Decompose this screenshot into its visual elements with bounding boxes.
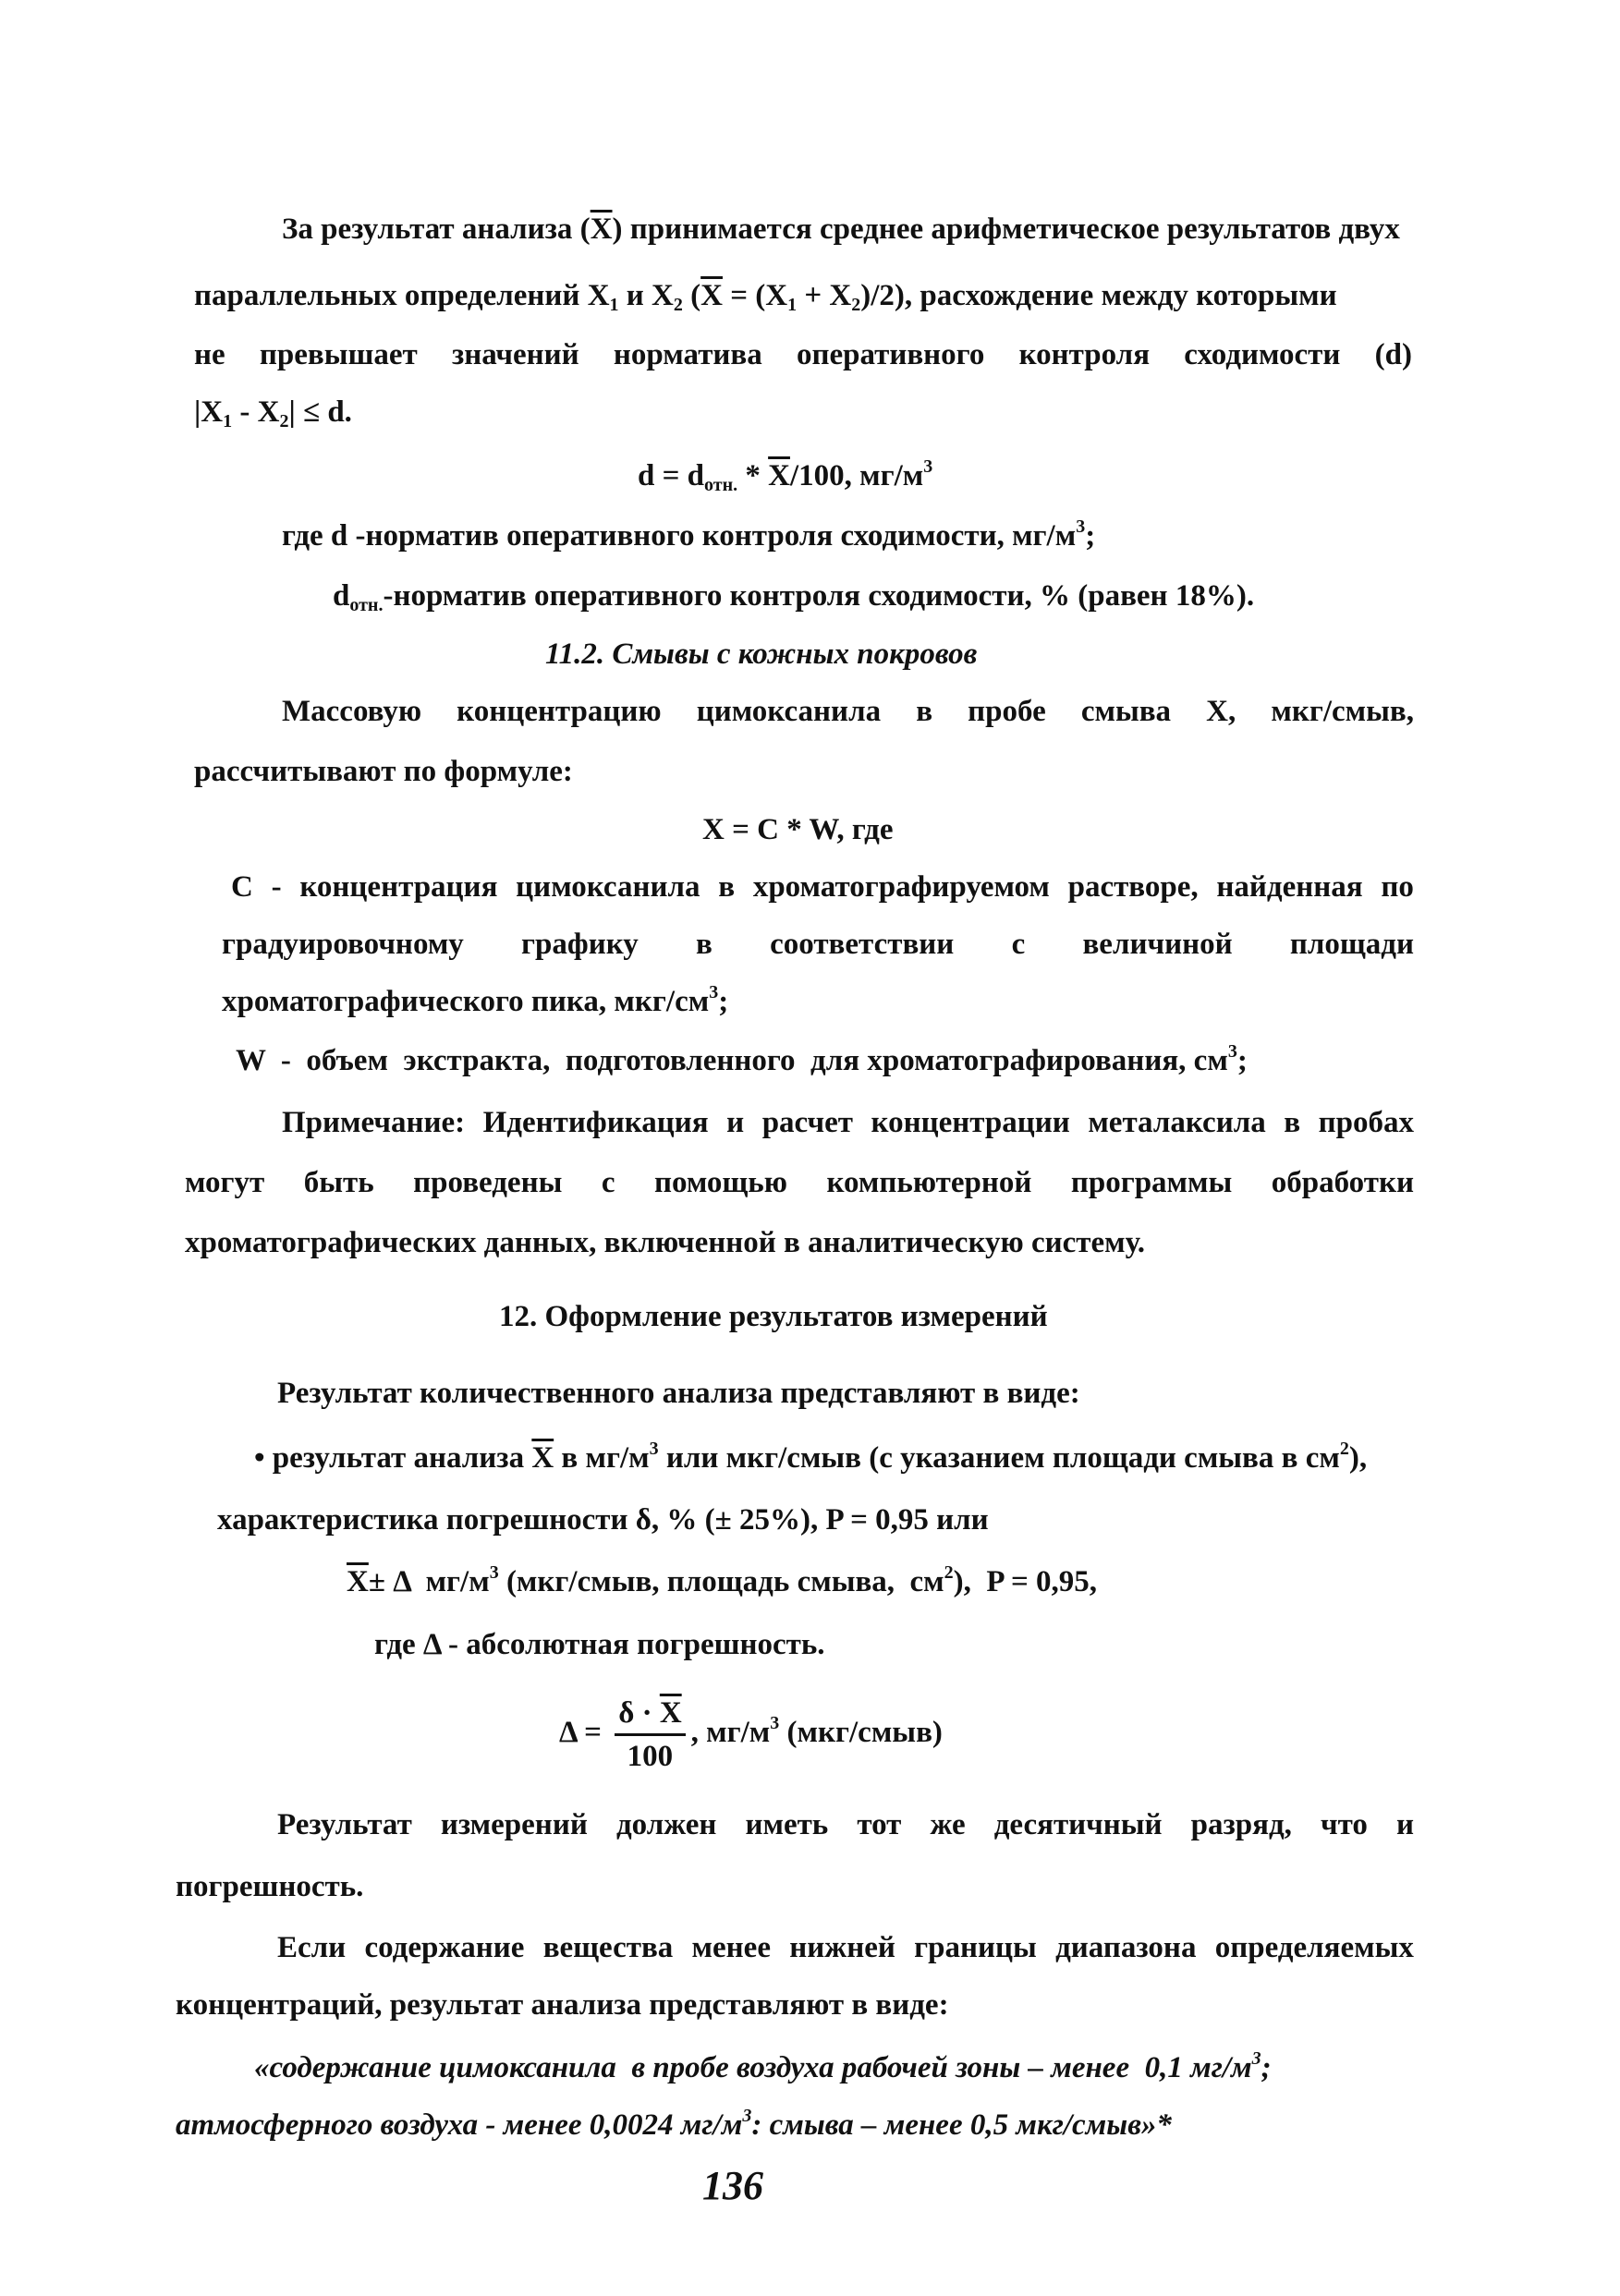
para2-line2: рассчитывают по формуле: (194, 755, 573, 788)
para1-line4: $|X_1 - X_2| \le d$. (194, 395, 352, 431)
quote-line1: «содержание цимоксанила в пробе воздуха рабочей зоны – менее 0,1 $мг/м^3$; (254, 2048, 1272, 2084)
result-format: $\overline{X}\pm \Delta$ $мг/м^3$ (мкг/смыв, площадь смыва, $см^2$), P = 0,95, (347, 1562, 1098, 1598)
c-def-line3: хроматографического пика, мкг/$см^3$; (222, 982, 729, 1018)
bullet-result: • результат анализа $\overline{X}$ в $мг/м^3$ или мкг/смыв (с указанием площади смыва в $см^2$), (254, 1439, 1368, 1475)
note-line2: могут быть проведены с помощью компьютерной программы обработки (185, 1166, 1414, 1199)
formula-d: $d = d_{отн.} * \overline{X}/100$, $мг/м^3$ (638, 456, 933, 495)
para1-line3: не превышает значений норматива оперативного контроля сходимости (d) (194, 338, 1412, 371)
para2-line1: Массовую концентрацию цимоксанила в пробе смыва X, мкг/смыв, (282, 695, 1414, 728)
where-d-otn: $d_{отн.}$-норматив оперативного контроля сходимости, % (равен 18%). (333, 579, 1255, 615)
delta-definition: где Δ - абсолютная погрешность. (374, 1628, 825, 1661)
delta-fraction: $\frac{\delta \cdot \overline{X}}{100}$ (615, 1693, 685, 1777)
quote-line2: атмосферного воздуха - менее 0,0024 $мг/м^3$: смыва – менее 0,5 мкг/смыв»* (176, 2106, 1172, 2142)
delta-formula: Δ = $\frac{\delta \cdot \overline{X}}{100}$ , $мг/м^3$ (мкг/смыв) (559, 1691, 943, 1777)
note-line3: хроматографических данных, включенной в аналитическую систему. (185, 1226, 1146, 1259)
page-number: 136 (702, 2163, 763, 2208)
heading-12: 12. Оформление результатов измерений (499, 1300, 1048, 1333)
w-def: W - объем экстракта, подготовленного для хроматографирования, $см^3$; (236, 1041, 1248, 1077)
c-def-line1: C - концентрация цимоксанила в хроматографируемом растворе, найденная по (231, 870, 1414, 904)
error-characteristic: характеристика погрешности δ, % (± 25%), P = 0,95 или (217, 1503, 989, 1537)
where-d: где d -норматив оперативного контроля сходимости, $мг/м^3$; (282, 516, 1096, 553)
formula-x: X = C * W, где (702, 813, 894, 846)
c-def-line2: градуировочному графику в соответствии с величиной площади (222, 928, 1414, 961)
para1-line2: параллельных определений $X_1$ и $X_2$ $(\overline{X} = (X_1 + X_2)/2)$, расхождение между которыми (194, 279, 1337, 315)
below-range-line1: Если содержание вещества менее нижней границы диапазона определяемых (277, 1931, 1414, 1964)
heading-11-2: 11.2. Смывы с кожных покровов (545, 638, 978, 671)
rounding-line1: Результат измерений должен иметь тот же десятичный разряд, что и (277, 1808, 1414, 1841)
note-line1: Примечание: Идентификация и расчет концентрации металаксила в пробах (282, 1106, 1414, 1139)
rounding-line2: погрешность. (176, 1870, 364, 1903)
below-range-line2: концентраций, результат анализа представляют в виде: (176, 1988, 949, 2022)
result-intro: Результат количественного анализа представляют в виде: (277, 1377, 1080, 1410)
para1-line1: За результат анализа $(\overline{X})$ принимается среднее арифметическое результатов двух (282, 213, 1400, 246)
